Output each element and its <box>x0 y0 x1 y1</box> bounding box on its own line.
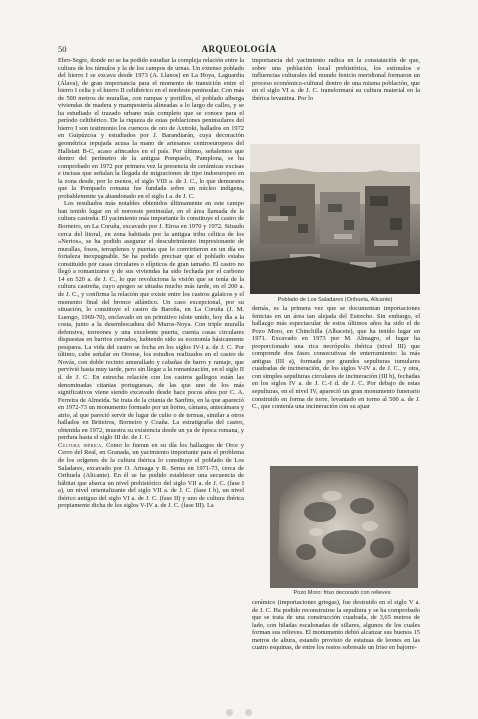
pozo-moro-caption: Pozo Moro: friso decorado con relieves <box>293 590 391 596</box>
saladares-caption: Poblado de Los Saladares (Orihuela, Alicante) <box>277 297 393 303</box>
saladares-photo <box>250 144 420 294</box>
pozo-moro-photo <box>270 466 418 588</box>
right-text-middle <box>252 305 420 458</box>
saladares-photo-image <box>250 144 420 294</box>
page-number: 50 <box>58 44 67 54</box>
paragraph-right-bottom: cerámico (importaciones griegas), fue destruido en el siglo V a. de J. C. Ha podido reconstruirse la sepultura y se ha comprobado que se trata de una construcción cuadrada, de 3,65 metros de lado, con hiladas escalonadas de sillares, algunos de los cuales forman sus relieves. El monumento debió alcanzar sus buenos 15 metros de altura, estando provisto de estatuas de leones en las cuatro esquinas, de entre los restos sobresale un friso en bajorre- <box>252 599 420 652</box>
running-head <box>58 44 420 56</box>
scan-edge <box>0 705 478 719</box>
paragraph-iberica <box>58 442 244 510</box>
scan-mark-dot <box>226 709 233 716</box>
pozo-moro-photo-image <box>270 466 418 588</box>
right-text-top <box>252 57 420 140</box>
paragraph-right-top: importancia del yacimiento radica en la constatación de que, sobre una población local prehistórica, los estímulos e influencias culturales del mundo fenicio meridional formaron un proceso económico-cultural dentro de una misma población, que en el siglo VI a. de J. C. transformará su cultura material en la ibérica levantina. Por lo <box>252 57 420 102</box>
paragraph-right-middle: demás, es la primera vez que se documentan importaciones fenicias en un área tan alejada del Estrecho. Sin embargo, el hallazgo más espectacular de estos últimos años ha sido el de Pozo Moro, en Chinchilla (Albacete), que ha tenido lugar en 1971. Excavado en 1973 por M. Almagro, el lugar ha proporcionado una rica necrópolis ibérica (nivel III) que comprende dos fases consecutivas de enterramiento: la más antigua (III a), formada por grandes sepulturas tumulares cuadradas de incineración, de los siglos V-IV a. de J. C., y otra, con simples sepulturas circulares de incineración (III b), fechadas en los siglos IV a. de J. C.-I d. de J. C. Por debajo de estas sepulturas, en el nivel IV, apareció un gran monumento funerario construido en forma de torre, levantado en torno al 500 a. de J. C., que contenía una incineración con su ajuar <box>252 305 420 411</box>
right-text-bottom <box>252 599 420 689</box>
paragraph-castrena: Los resultados más notables obtenidos últimamente en este campo han tenido lugar en el noroeste peninsular, en el área llamada de la cultura castreña. El yacimiento más importante lo constituye el castro de Borneiro, en La Coruña, excavado por J. Eiroa en 1970 y 1972. Situado cerca del litoral, en zona habitada por la antigua tribu céltica de los «Nerios», se ha podido asegurar el descubrimiento impresionante de murallas, fosos, terraplenes y puertas que lo convirtieron en un día en fortaleza inexpugnable. Se ha podido precisar que el poblado estaba constituido por casas circulares o elípticos de gran tamaño. El castro no llegó a romanizarse y de sus viviendas ha sido fechada por el carbono 14 en 520 a. de J. C., lo que revoluciona la visión que se tenía de la cultura castreña, cuyo apogeo se situaba mucho más tarde, en el 200 a. de J. C., y confirma la relación que existe entre los castros galaicos y el momento final del bronce atlántico. Un caso excepcional, por su situación, lo constituye el castro de Baroña, en La Coruña (J. M. Luengo, 1969-70), enclavado en un primitivo islote unido, hoy día a la costa, junto a la desembocadura del Muros-Noya. Con triple muralla defensiva, torreones y una excelente puerta, cuenta casas circulares dispuestas en barrios cerrados, habiendo sido su economía básicamente pesquera. La vida del castro se fecha en los siglos IV-I a. de J. C. Por último, cabe señalar en Orense, los estudios realizados en el castro de Novás, con doble recinto amurallado y cabañas de barro y ramaje, que pervivió hasta muy tarde, pero sin llegar a la romanización, en el siglo II d. de J. C. En estrecha relación con los castros gallegos están las denominadas citanias portuguesas, de las que uno de los más significativos viene siendo excavado desde hace pocos años por C. A. Ferreira de Almeida. Se trata de la citania de Sanfins, en la que apareció en 1972-73 un monumento formado por un horno, cámara, antecámara y atrio, al que pareció servir de lugar de culto o de termas, similar a otros hallados en Briteiros, Borneiro y Coaña. La estratigrafía del castro, obtenida en 1972, muestra su existencia desde un ya de época romana, y perdura hasta el siglo III de. de J. C. <box>58 200 244 442</box>
subsection-label: Cultura ibérica. <box>58 441 104 449</box>
paragraph-hierro: Ebro-Segre, donde no se ha podido estudiar la compleja relación entre la cultura de los túmulos y la de los campos de urnas. Un extenso poblado del hierro I se excava desde 1973 (A. Llanos) en La Hoya, Laguardia (Álava), de gran importancia para el momento de transición entre el hierro I celta y el hierro II celtibérico en el nordeste peninsular. Con más de 500 metros de murallas, con rampas y portillos, el poblado alberga viviendas de madera y mampostería alineadas a lo largo de calles, y se ha estudiado el trazado urbano más completo que se conoce para el período celtibérico. De la riqueza de estas poblaciones peninsulares del hierro I son testimonio los cuencos de oro de Axtroki, hallados en 1972 en Guipúzcoa y estudiados por J. Barandiarán, cuya decoración geométrica repujada acusa la mano de artesanos centroeuropeos del Hallstatt B-C, acaso afincados en el país. Por último, señalemos que dentro del perímetro de la antigua Pompaelo, Pamplona, se ha comprobado en 1972 por primera vez la presencia de cerámicas excisas e incisas que señalan la llegada de migraciones de tipo indoeuropeo en la zona desde, por lo menos, el siglo VIII a. de J. C., lo que demuestra que la Pompaelo romana fue fundada sobre un núcleo indígena, probablemente ya abandonado en el siglo I a. de J. C. <box>58 57 244 200</box>
subsection-text: Como lo fueran en su día los hallazgos de Orce y Cerro del Real, en Granada, un yacimiento importante para el problema de los orígenes de la cultura ibérica lo constituye el poblado de Los Saladares, excavado por O. Arteaga y R. Serna en 1971-73, cerca de Orihuela (Alicante). En él se ha podido establecer una secuencia de hábitat que abarca un nivel prehistórico del siglo VII a. de J. C. (fase I a), un nivel orientalizante del siglo VII a. de J. C. (fase I b), un nivel ibérico antiguo del siglo VI a. de J. C. (fase II) y uno de cultura ibérica propiamente dicha de los siglos V-IV a. de J. C. (fase III). La <box>58 441 244 510</box>
left-text-column <box>58 57 244 688</box>
section-title: ARQUEOLOGÍA <box>201 44 277 54</box>
scan-mark-dot <box>245 709 252 716</box>
